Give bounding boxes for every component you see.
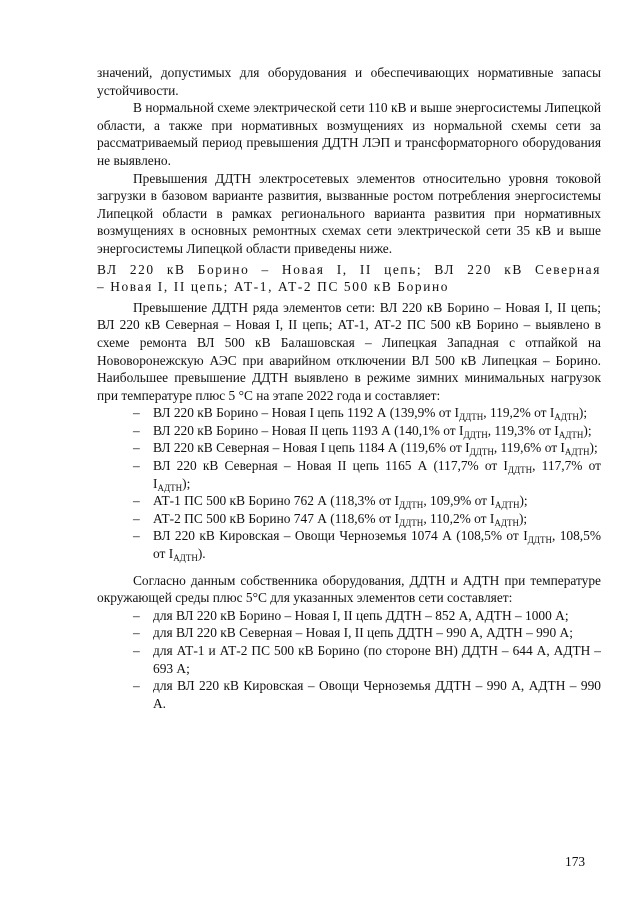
list-item: – для АТ-1 и АТ-2 ПС 500 кВ Борино (по стороне ВН) ДДТН – 644 А, АДТН – 693 А; (97, 642, 601, 677)
list-item: – ВЛ 220 кВ Кировская – Овощи Черноземья 1074 А (108,5% от $I_{ДДТН}$, 108,5% от $I_{АДТН}$). (97, 527, 601, 562)
list-item: – для ВЛ 220 кВ Кировская – Овощи Черноземья ДДТН – 990 А, АДТН – 990 А. (97, 677, 601, 712)
list-item: – ВЛ 220 кВ Северная – Новая I цепь 1184 А (119,6% от $I_{ДДТН}$, 119,6% от $I_{АДТН}$); (97, 439, 601, 457)
list-item: – для ВЛ 220 кВ Борино – Новая I, II цепь ДДТН – 852 А, АДТН – 1000 А; (97, 607, 601, 625)
page-number: 173 (565, 854, 586, 869)
list-item: – для ВЛ 220 кВ Северная – Новая I, II цепь ДДТН – 990 А, АДТН – 990 А; (97, 624, 601, 642)
list-item: – ВЛ 220 кВ Северная – Новая II цепь 1165 А (117,7% от $I_{ДДТН}$, 117,7% от $I_{АДТН}$); (97, 457, 601, 492)
paragraph-exceedance-details: Превышение ДДТН ряда элементов сети: ВЛ 220 кВ Борино – Новая I, II цепь; ВЛ 220 кВ Северная – Новая I, II цепь; АТ-1, АТ-2 ПС 500 кВ Борино – выявлено в схеме ремонта ВЛ 500 кВ Балашовская – Липецкая Западная с отпайкой на Нововоронежскую АЭС при аварийном отключении ВЛ 500 кВ Липецкая – Борино. Наибольшее превышение ДДТН выявлено в режиме зимних минимальных нагрузок при температуре плюс 5 °С на этапе 2022 года и составляет: (97, 299, 601, 403)
list-item: – ВЛ 220 кВ Борино – Новая II цепь 1193 А (140,1% от $I_{ДДТН}$, 119,3% от $I_{АДТН}$); (97, 422, 601, 440)
section-heading-line2: – Новая I, II цепь; АТ-1, АТ-2 ПС 500 кВ Борино (97, 279, 450, 295)
paragraph-exceedances-intro: Превышения ДДТН электросетевых элементов относительно уровня токовой загрузки в базовом варианте развития, вызванные ростом потребления энергосистемы Липецкой области в рамках регионального варианта развития при нормативных возмущениях в основных ремонтных схемах сети электрической сети 35 кВ и выше энергосистемы Липецкой области приведены ниже. (97, 170, 601, 256)
paragraph-continuation: значений, допустимых для оборудования и обеспечивающих нормативные запасы устойчивости. (97, 65, 601, 98)
limits-list (97, 607, 601, 713)
list-item: – ВЛ 220 кВ Борино – Новая I цепь 1192 А (139,9% от $I_{ДДТН}$, 119,2% от $I_{АДТН}$); (97, 404, 601, 422)
list-item: – АТ-1 ПС 500 кВ Борино 762 А (118,3% от $I_{ДДТН}$, 109,9% от $I_{АДТН}$); (97, 492, 601, 510)
section-heading (97, 261, 601, 296)
exceedance-list (97, 404, 601, 562)
document-page (97, 64, 601, 712)
section-heading-line1: ВЛ 220 кВ Борино – Новая I, II цепь; ВЛ 220 кВ Северная (97, 261, 601, 277)
list-item: – АТ-2 ПС 500 кВ Борино 747 А (118,6% от $I_{ДДТН}$, 110,2% от $I_{АДТН}$); (97, 510, 601, 528)
paragraph-normal-scheme: В нормальной схеме электрической сети 110 кВ и выше энергосистемы Липецкой области, а также при нормативных возмущениях из нормальной схемы сети за рассматриваемый период превышения ДДТН ЛЭП и трансформаторного оборудования не выявлено. (97, 100, 601, 168)
paragraph-owner-data: Согласно данным собственника оборудования, ДДТН и АДТН при температуре окружающей среды плюс 5°С для указанных элементов сети составляет: (97, 572, 601, 606)
